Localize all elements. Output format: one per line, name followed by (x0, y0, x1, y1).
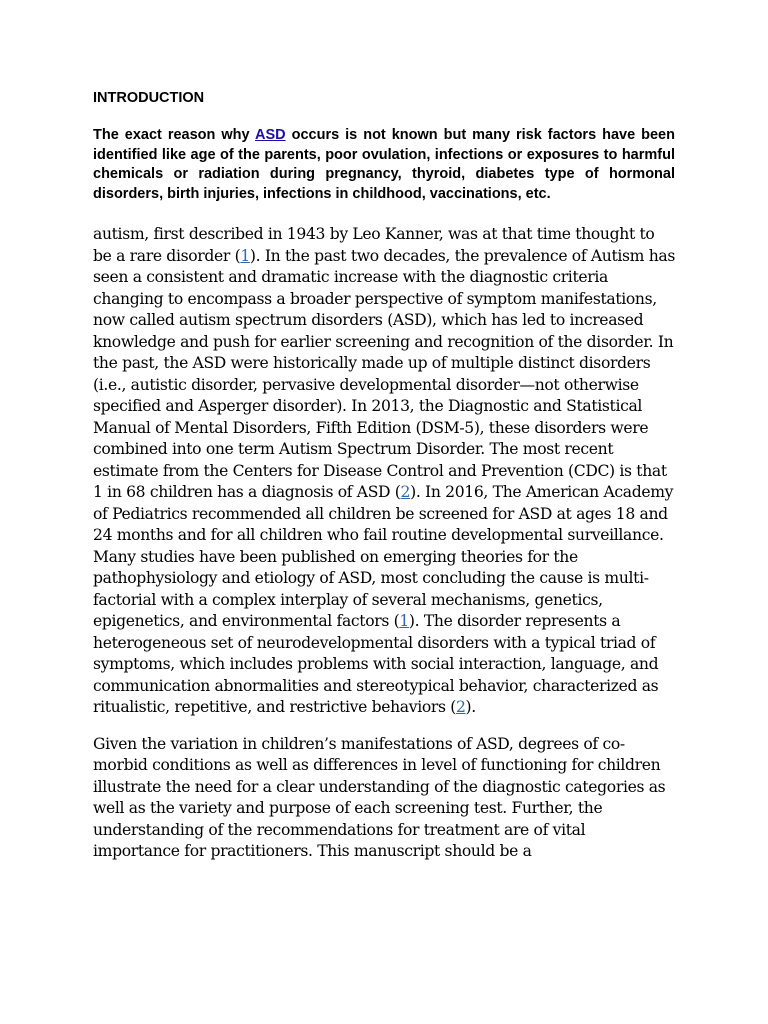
intro-text-end: occurs is not known but many risk factors have been identified like age of the parents, poor ovulation, infections or exposures to harmful chemicals or radiation during pregnancy, thyroid, diabetes type of hormonal disorders, birth injuries, infections in childhood, vaccinations, etc. (93, 127, 675, 202)
body-paragraph-2: Given the variation in children’s manifestations of ASD, degrees of co-morbid conditions as well as differences in level of functioning for children illustrate the need for a clear understanding of the diagnostic categories as well as the variety and purpose of each screening test. Further, the understanding of the recommendations for treatment are of vital importance for practitioners. This manuscript should be a (93, 734, 666, 860)
para1-text-4: ). The disorder represents a heterogeneous set of neurodevelopmental disorders with a typical triad of symptoms, which includes problems with social interaction, language, and communication abnormalities and stereotypical behavior, characterized as ritualistic, repetitive, and restrictive behaviors ( (93, 612, 659, 716)
section-heading: INTRODUCTION (93, 90, 205, 106)
asd-link[interactable]: ASD (255, 127, 286, 143)
document-page (93, 88, 675, 878)
intro-paragraph (93, 126, 675, 204)
reference-link-3[interactable]: 1 (399, 612, 409, 630)
para1-text-3: ). In 2016, The American Academy of Pediatrics recommended all children be screened for ASD at ages 18 and 24 months and for all children who fail routine developmental surveillance. Many studies have been published on emerging theories for the pathophysiology and etiology of ASD, most concluding the cause is multi-factorial with a complex interplay of several mechanisms, genetics, epigenetics, and environmental factors ( (93, 483, 674, 630)
intro-text-start: The exact reason why (93, 127, 255, 143)
para1-text-5: ). (465, 698, 476, 716)
para1-text-2: ). In the past two decades, the prevalence of Autism has seen a consistent and dramatic increase with the diagnostic criteria changing to encompass a broader perspective of symptom manifestations, now called autism spectrum disorders (ASD), which has led to increased knowledge and push for earlier screening and recognition of the disorder. In the past, the ASD were historically made up of multiple distinct disorders (i.e., autistic disorder, pervasive developmental disorder—not otherwise specified and Asperger disorder). In 2013, the Diagnostic and Statistical Manual of Mental Disorders, Fifth Edition (DSM-5), these disorders were combined into one term Autism Spectrum Disorder. The most recent estimate from the Centers for Disease Control and Prevention (CDC) is that 1 in 68 children has a diagnosis of ASD ( (93, 246, 676, 501)
reference-link-1[interactable]: 1 (240, 246, 250, 265)
reference-link-4[interactable]: 2 (455, 698, 466, 716)
para1-text-1: autism, first described in 1943 by Leo Kanner, was at that time thought to be a rare disorder ( (93, 225, 655, 265)
body-paragraph-1 (93, 224, 675, 719)
reference-link-2[interactable]: 2 (400, 483, 411, 501)
